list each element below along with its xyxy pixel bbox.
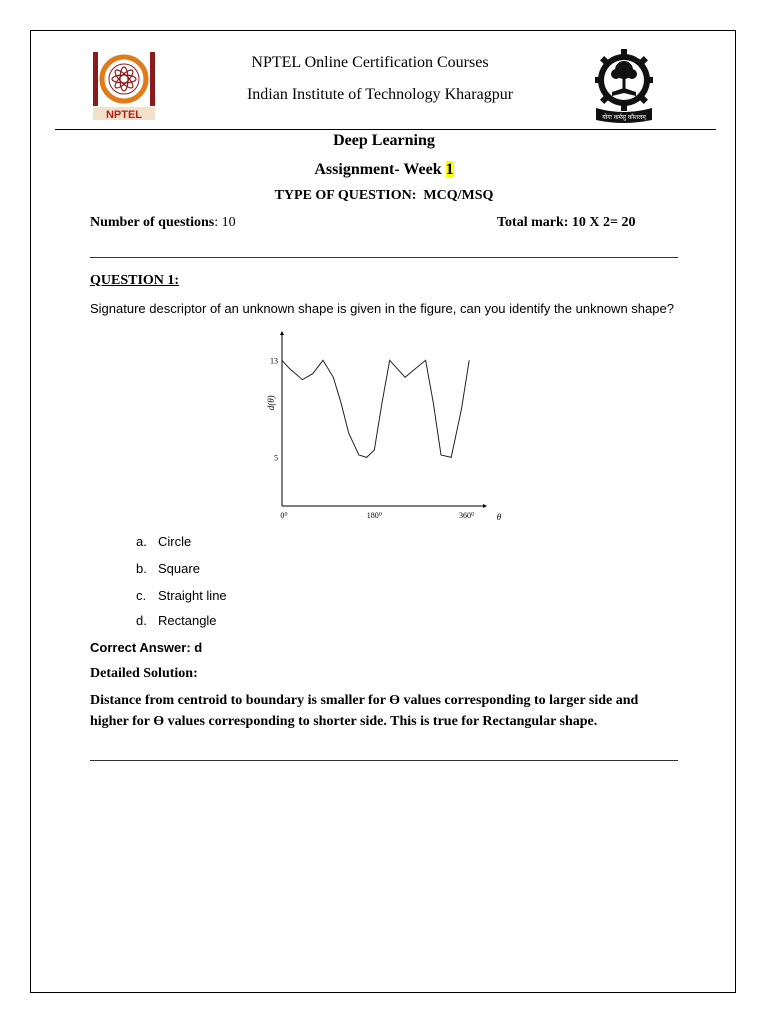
option-a-text: Circle	[158, 534, 192, 549]
assignment-title	[234, 161, 534, 179]
solution-heading: Detailed Solution:	[90, 666, 198, 681]
option-c[interactable]	[136, 588, 227, 603]
option-d-label: d.	[136, 613, 147, 628]
iit-logo-motto: योगः कर्मसु कौशलम्	[602, 114, 646, 121]
option-c-label: c.	[136, 588, 147, 603]
y-tick-label: 13	[270, 356, 278, 366]
iit-kgp-logo	[592, 46, 656, 124]
series-line	[282, 360, 469, 457]
signature-chart-svg	[260, 328, 510, 528]
signature-chart	[260, 328, 510, 528]
option-b-text: Square	[158, 561, 200, 576]
option-c-text: Straight line	[158, 588, 227, 603]
option-a-label: a.	[136, 534, 147, 549]
num-questions-value: : 10	[214, 215, 236, 230]
y-axis-label: d(θ)	[266, 395, 276, 411]
option-d-text: Rectangle	[158, 613, 217, 628]
x-axis-arrow	[483, 504, 487, 508]
iit-kgp-logo-graphic	[592, 46, 656, 124]
question-text: Signature descriptor of an unknown shape is given in the figure, can you identify the unknown shape?	[90, 301, 674, 316]
assignment-week-number: 1	[445, 161, 454, 178]
nptel-logo-text: NPTEL	[105, 109, 143, 121]
nptel-logo-graphic	[92, 51, 156, 121]
question-type: TYPE OF QUESTION: MCQ/MSQ	[274, 188, 494, 203]
x-tick-label: 360⁰	[459, 511, 475, 520]
header-line-2: Indian Institute of Technology Kharagpur	[246, 86, 514, 103]
option-d[interactable]	[136, 613, 217, 628]
assignment-prefix: Assignment- Week	[314, 161, 446, 178]
option-a[interactable]	[136, 534, 191, 549]
header-divider	[55, 129, 716, 130]
x-tick-label: 180⁰	[366, 511, 382, 520]
num-questions-label: Number of questions	[90, 215, 215, 230]
question-heading: QUESTION 1:	[90, 273, 180, 288]
y-tick-label: 5	[274, 453, 278, 463]
x-axis-label: θ	[496, 512, 502, 522]
correct-answer: Correct Answer: d	[90, 640, 203, 655]
nptel-logo	[92, 51, 156, 121]
bottom-divider	[90, 760, 678, 761]
option-b-label: b.	[136, 561, 147, 576]
total-mark: Total mark: 10 X 2= 20	[497, 215, 636, 230]
header-line-1: NPTEL Online Certification Courses	[251, 54, 489, 71]
solution-text: Distance from centroid to boundary is smaller for Ɵ values corresponding to larger side and higher for Ɵ values corresponding to shorter side. This is true for Rectangular shape.	[90, 693, 639, 729]
x-tick-label: 0⁰	[280, 511, 288, 520]
number-of-questions	[90, 215, 236, 231]
option-b[interactable]	[136, 561, 200, 576]
course-title: Deep Learning	[333, 132, 435, 149]
meta-divider	[90, 257, 678, 258]
y-axis-arrow	[280, 331, 284, 335]
